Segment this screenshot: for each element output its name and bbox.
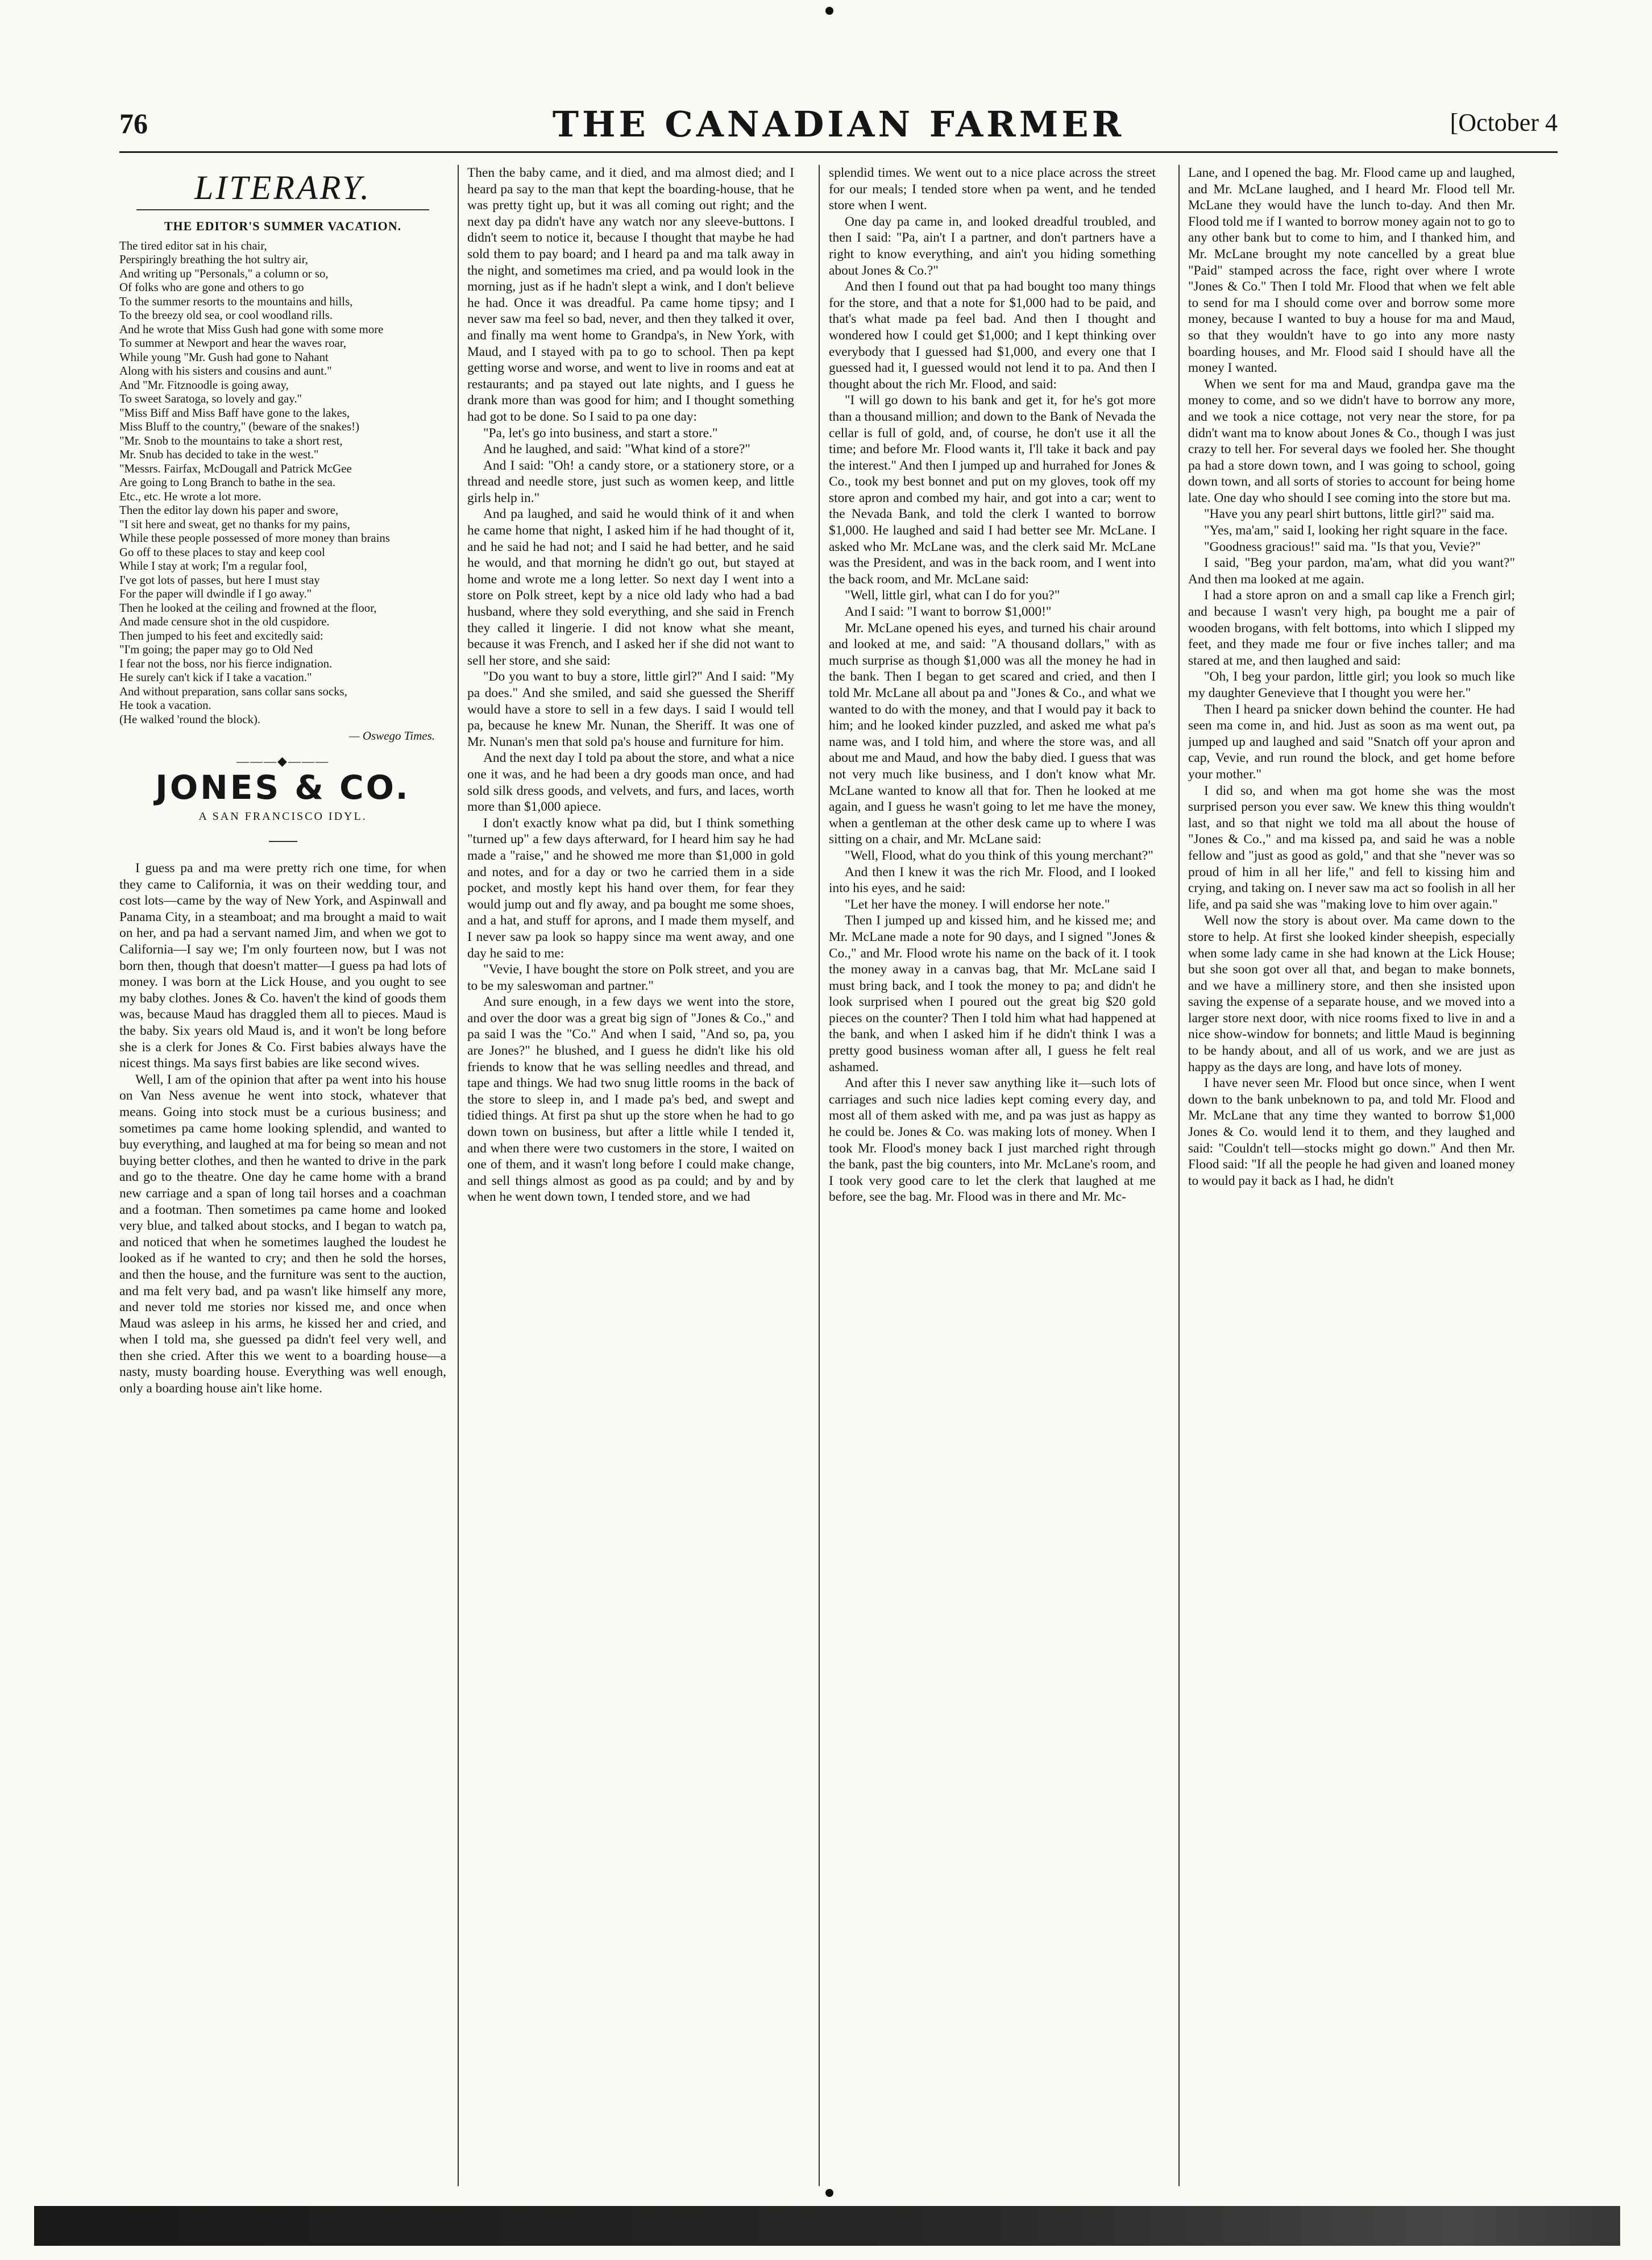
poem-line: And without preparation, sans collar sans socks, (119, 685, 347, 698)
poem-line: "Messrs. Fairfax, McDougall and Patrick McGee (119, 462, 352, 475)
poem-line: "Miss Biff and Miss Baff have gone to the lakes, (119, 406, 350, 420)
story-paragraph: Well now the story is about over. Ma came down to the store to help. At first she looked kinder sheepish, especially when some lady came in she had known at the Lick House; but she soon got over all that, and began to make bonnets, and we have a millinery store, and then she insisted upon saving the expense of a separate house, and we moved into a larger store next door, with nice rooms fixed to live in and a nice show-window for bonnets; and little Maud is beginning to be handy about, and all of us work, and we are just as happy as the days are long, and have lots of money. (1188, 913, 1515, 1075)
story-paragraph: Then the baby came, and it died, and ma almost died; and I heard pa say to the man that kept the boarding-house, that he was pretty tight up, but it was all coming out right; and the next day pa didn't have any watch nor any sleeve-buttons. I didn't seem to notice it, because I thought that maybe he had sold them to pay board; and I heard pa and ma talk away in the night, and sometimes ma cried, and pa would look in the morning, just as if he hadn't slept a wink, and I don't believe he had. Once it was dreadful. Pa came home tipsy; and I never saw ma feel so bad, never, and then they talked it over, and finally ma went home to Grandpa's, in New York, with Maud, and I stayed with pa to go to school. Then pa kept getting worse and worse, and went to live in rooms and eat at restaurants; and pa stayed out late nights, and I guess he drank more than was good for him; and I thought something had got to be done. So I said to pa one day: (467, 165, 794, 424)
poem-line: To summer at Newport and hear the waves roar, (119, 337, 347, 350)
story-paragraph: "Have you any pearl shirt buttons, little girl?" said ma. (1204, 507, 1495, 522)
story-paragraph: "I will go down to his bank and get it, for he's got more than a thousand million; and down to the Bank of Nevada the cellar is full of gold, and, of course, he don't use it all the time; and before Mr. Flood wants it, I'll take it back and pay the interest." And then I jumped up and hurrahed for Jones & Co., took my best bonnet and put on my gloves, took off my store apron and combed my hair, and got into a car; went to the Nevada Bank, and told the clerk I wanted to borrow $1,000. He laughed and said I had better see Mr. McLane. I asked who Mr. McLane was, and the clerk said Mr. McLane was the President, and was in the back room, and I went into the back room, and Mr. McLane said: (829, 393, 1156, 587)
section-heading-literary: LITERARY. (194, 169, 372, 206)
story-paragraph: And he laughed, and said: "What kind of a store?" (483, 442, 750, 457)
story-subtitle: A SAN FRANCISCO IDYL. (198, 810, 367, 823)
story-paragraph: I guess pa and ma were pretty rich one time, for when they came to California, it was on their wedding tour, and cost lots—came by the way of New York, and Aspinwall and Panama City, in a steamboat; and ma brought a maid to wait on her, and pa had a servant named Jim, and when we got to California—I say we; I'm only fourteen now, but I was not born then, though that doesn't matter—I guess pa had lots of money. I was born at the Lick House, and you ought to see my baby clothes. Jones & Co. haven't the kind of goods them was, because Maud has draggled them all to pieces. Maud is the baby. Six years old Maud is, and it won't be long before she is a clerk for Jones & Co. First babies always have the nicest things. Ma says first babies are like second wives. (119, 861, 446, 1071)
story-paragraph: "Vevie, I have bought the store on Polk street, and you are to be my saleswoman and partner." (467, 962, 794, 993)
story-paragraph: "Yes, ma'am," said I, looking her right square in the face. (1204, 523, 1508, 538)
print-mark (825, 7, 833, 15)
story-text-col1 (119, 860, 446, 1397)
poem-line: Mr. Snub has decided to take in the west." (119, 448, 319, 462)
column-4 (1188, 165, 1515, 2189)
story-paragraph: I did so, and when ma got home she was the most surprised person you ever saw. We knew this thing wouldn't last, and so that night we told ma all about the house of "Jones & Co.," and ma kissed pa, and said he was a noble fellow and "just as good as gold," and that she "never was so proud of him in all her life," and fell to kissing him and crying, and taking on. I never saw ma act so foolish in all her life, and pa said she was "making love to him over again." (1188, 783, 1515, 912)
subtitle-rule (119, 830, 446, 847)
story-paragraph: When we sent for ma and Maud, grandpa gave ma the money to come, and so we didn't have to borrow any more, and we took a nice cottage, not very near the store, for pa didn't want ma to know about Jones & Co., though I was just crazy to tell her. For several days we fooled her. She thought pa had a store down town, and I was going to school, going down town, and all sorts of stories to account for being home late. One day who should I see coming into the store but ma. (1188, 376, 1515, 505)
story-paragraph: And pa laughed, and said he would think of it and when he came home that night, I asked him if he had thought of it, and he said he had not; and I said he had better, and he said he would, and that morning he didn't go out, but stayed at home and wrote me a long letter. So next day I went into a store on Polk street, kept by a nice old lady who had a bad husband, where they sold everything, and she said in French they called it lingerie. I did not know what she meant, because it was French, and I asked her if she did not want to sell her store, and she said: (467, 507, 794, 668)
story-paragraph: And then I knew it was the rich Mr. Flood, and I looked into his eyes, and he said: (829, 864, 1156, 896)
story-paragraph: And I said: "Oh! a candy store, or a stationery store, or a thread and needle store, just such as women keep, and little girls help in." (467, 458, 794, 505)
poem-line: And made censure shot in the old cuspidore. (119, 615, 330, 629)
column-divider (819, 165, 820, 2186)
poem-line: And writing up "Personals," a column or so, (119, 267, 329, 280)
column-1 (119, 165, 446, 2189)
story-paragraph: Well, I am of the opinion that after pa went into his house on Van Ness avenue he went into stock, whatever that means. Going into stock must be a curious business; and sometimes pa came home looking splendid, and wanted to buy everything, and laughed at ma for being so mean and not buying better clothes, and then he wanted to drive in the park and go to the theatre. One day he came home with a brand new carriage and a span of long tail horses and a coachman and a footman. Then sometimes pa came home and looked very blue, and talked about stocks, and I began to watch pa, and noticed that when he sometimes laughed the loudest he looked as if he wanted to cry; and then he sold the horses, and then the house, and the furniture was sent to the auction, and ma felt very bad, and pa wasn't like himself any more, and never told me stories nor kissed me, and once when Maud was asleep in his arms, he kissed her and cried, and when I told ma, she guessed pa didn't feel very well, and then she cried. After this we went to a boarding house—a nasty, musty boarding house. Everything was well enough, only a boarding house ain't like home. (119, 1072, 446, 1396)
story-paragraph: And then I found out that pa had bought too many things for the store, and that a note for $1,000 had to be paid, and that's what made pa feel bad. And then I thought and wondered how I could get $1,000; and I kept thinking over everybody that I guessed had $1,000, and every one that I guessed had it, I guessed would not lend it to pa. And then I thought about the rich Mr. Flood, and said: (829, 279, 1156, 392)
column-3 (829, 165, 1156, 2189)
story-paragraph: I had a store apron on and a small cap like a French girl; and because I wasn't very high, pa bought me a pair of wooden brogans, with felt bottoms, into which I slipped my feet, and they made me four or five inches taller; and ma stared at me, and then laughed and said: (1188, 588, 1515, 668)
story-paragraph: "Well, Flood, what do you think of this young merchant?" (845, 848, 1153, 863)
poem-line: Along with his sisters and cousins and aunt." (119, 364, 332, 378)
scan-edge-artifact (34, 2206, 1620, 2246)
poem-line: To sweet Saratoga, so lovely and gay." (119, 392, 302, 406)
poem-line: For the paper will dwindle if I go away." (119, 587, 312, 601)
page-header (119, 103, 1558, 143)
story-paragraph: "Let her have the money. I will endorse her note." (845, 897, 1110, 912)
story-paragraph: Lane, and I opened the bag. Mr. Flood came up and laughed, and Mr. McLane laughed, and I heard Mr. Flood tell Mr. McLane they would have the lunch to-day. And then Mr. Flood told me if I wanted to borrow money again not to go to any other bank but to come to him, and I thanked him, and Mr. McLane brought my note cancelled by a great blue "Paid" stamped across the face, right over where I wrote "Jones & Co." Then I told Mr. Flood that when we felt able to send for ma I should come over and borrow some more money, because I wanted to buy a house for ma and Maud, so that they wouldn't have to go into any more nasty boarding houses, and Mr. Flood said I should have all the money I wanted. (1188, 165, 1515, 376)
poem-line: He surely can't kick if I take a vacation." (119, 671, 312, 685)
poem-line: "I sit here and sweat, get no thanks for my pains, (119, 517, 350, 531)
poem-line: He took a vacation. (119, 699, 211, 712)
header-rule (119, 151, 1558, 153)
story-paragraph: "Pa, let's go into business, and start a store." (483, 425, 718, 441)
poem-line: And "Mr. Fitznoodle is going away, (119, 378, 289, 392)
story-paragraph: Then I heard pa snicker down behind the counter. He had seen ma come in, and hid. Just as soon as ma went out, pa jumped up and laughed and said "Snatch off your apron and cap, Vevie, and run round the block, and get home before your mother." (1188, 702, 1515, 782)
issue-date: [October 4 (1450, 109, 1558, 136)
story-paragraph: "Do you want to buy a store, little girl?" And I said: "My pa does." And she smiled, and said she guessed the Sheriff would have a store to sell in a few days. I said I would tell pa, because he knew Mr. Nunan, the Sheriff. It was one of Mr. Nunan's men that sold pa's house and furniture for him. (467, 669, 794, 749)
story-paragraph: "Oh, I beg your pardon, little girl; you look so much like my daughter Genevieve that I thought you were her." (1188, 669, 1515, 700)
story-paragraph: I don't exactly know what pa did, but I think something "turned up" a few days afterward, for I heard him say he had made a "raise," and he showed me more than $1,000 in gold and notes, and for a day or two he carried them in a side pocket, and mostly kept his hand over them, for fear they would jump out and fly away, and pa bought me some shoes, and a hat, and stuff for aprons, and I made them myself, and I never saw pa look so happy since ma went away, and one day he said to me: (467, 815, 794, 961)
column-divider (458, 165, 459, 2186)
story-paragraph: splendid times. We went out to a nice place across the street for our meals; I tended store when pa went, and he tended store when I went. (829, 165, 1156, 213)
poem-line: I've got lots of passes, but here I must stay (119, 573, 320, 587)
poem-source: — Oswego Times. (348, 729, 435, 743)
poem-line: Then jumped to his feet and excitedly said: (119, 629, 323, 642)
poem-line: To the breezy old sea, or cool woodland rills. (119, 309, 333, 322)
page-number: 76 (119, 107, 148, 139)
poem-line: And he wrote that Miss Gush had gone with some more (119, 322, 384, 336)
story-paragraph: Then I jumped up and kissed him, and he kissed me; and Mr. McLane made a note for 90 days, and I signed "Jones & Co.," and Mr. Flood wrote his name on the back of it. I took the money away in a canvas bag, that Mr. McLane said I must bring back, and I took the money to pa; and didn't he look surprised when I poured out the great big $20 gold pieces on the counter? Then I told him what had happened at the bank, and when I asked him if he didn't think I was a pretty good business woman after all, I guess he felt real ashamed. (829, 913, 1156, 1075)
print-mark (825, 2189, 833, 2197)
poem-line: "I'm going; the paper may go to Old Ned (119, 643, 313, 657)
poem-line: While I stay at work; I'm a regular fool, (119, 559, 308, 573)
poem-line: Then the editor lay down his paper and swore, (119, 504, 339, 517)
heading-rule (136, 209, 429, 210)
poem-line: Go off to these places to stay and keep cool (119, 545, 325, 559)
story-paragraph: And sure enough, in a few days we went into the store, and over the door was a great big sign of "Jones & Co.," and pa said I was the "Co." And when I said, "And so, pa, you are Jones?" he blushed, and I guess he didn't like his old friends to know that he was selling needles and thread, and tape and things. We had two snug little rooms in the back of the store to sleep in, and I made pa's bed, and swept and tidied things. At first pa shut up the store when he had to go down town on business, but after a little while I tended it, and when there were two customers in the store, I waited on one of them, and it wasn't long before I could make change, and sell things almost as good as pa could; and by and by when he went down town, I tended store, and we had (467, 994, 794, 1205)
story-paragraph: I said, "Beg your pardon, ma'am, what did you want?" And then ma looked at me again. (1188, 555, 1515, 587)
column-divider (1178, 165, 1180, 2186)
poem-line: Perspiringly breathing the hot sultry air, (119, 253, 308, 267)
poem-line: Miss Bluff to the country," (beware of the snakes!) (119, 420, 360, 434)
story-paragraph: One day pa came in, and looked dreadful troubled, and then I said: "Pa, ain't I a partner, and don't partners have a right to know everything, and ain't you hiding something about Jones & Co.?" (829, 214, 1156, 278)
story-paragraph: I have never seen Mr. Flood but once since, when I went down to the bank unbeknown to pa, and told Mr. Flood and Mr. McLane that any time they wanted to borrow $1,000 Jones & Co. would lend it to them, and they laughed and said: "Couldn't tell—stocks might go down." And then Mr. Flood said: "If all the people he had given and loaned money to would pay it back as I had, he didn't (1188, 1076, 1515, 1188)
story-paragraph: And the next day I told pa about the store, and what a nice one it was, and he had been a dry goods man once, and had sold silk dress goods, and velvets, and furs, and laces, worth more than $1,000 apiece. (467, 750, 794, 815)
poem-line: Then he looked at the ceiling and frowned at the floor, (119, 601, 377, 615)
poem-title: THE EDITOR'S SUMMER VACATION. (164, 219, 402, 233)
story-paragraph: "Well, little girl, what can I do for you?" (845, 588, 1060, 603)
masthead-title: THE CANADIAN FARMER (552, 103, 1125, 145)
column-2 (467, 165, 794, 2189)
story-paragraph: And after this I never saw anything like it—such lots of carriages and such nice ladies kept coming every day, and most all of them asked with me, and pa was just as happy as he could be. Jones & Co. was making lots of money. When I took Mr. Flood's money back I just marched right through the bank, past the big counters, into Mr. McLane's room, and I took very good care to let the clerk that laughed at me before, see the bag. Mr. Flood was in there and Mr. Mc- (829, 1076, 1156, 1205)
section-separator: ———◆——— (236, 753, 329, 768)
poem-body (119, 239, 446, 727)
story-paragraph: "Goodness gracious!" said ma. "Is that you, Vevie?" (1204, 539, 1481, 554)
poem-line: Are going to Long Branch to bathe in the sea. (119, 476, 336, 490)
poem-line: The tired editor sat in his chair, (119, 239, 267, 252)
poem-line: I fear not the boss, nor his fierce indignation. (119, 657, 333, 670)
story-paragraph: And I said: "I want to borrow $1,000!" (845, 604, 1052, 620)
poem-line: While these people possessed of more money than brains (119, 532, 390, 545)
story-paragraph: Mr. McLane opened his eyes, and turned his chair around and looked at me, and said: "A thousand dollars," with as much surprise as though $1,000 was all the money he had in the bank. Then I began to get scared and cried, and then I told Mr. McLane all about pa and "Jones & Co., and what we wanted to do with the money, and that I would pay it back to him; and he looked kinder puzzled, and asked me what pa's name was, and I told him, and where the store was, and all about me and Maud, and how the baby died. I guess that was not very much like business, and I don't know what Mr. McLane wanted to know all that for. Then he looked at me again, and I guess he wasn't going to let me have the money, when a gentleman at the other desk came up to where I was sitting on a chair, and Mr. McLane said: (829, 620, 1156, 847)
poem-line: To the summer resorts to the mountains and hills, (119, 295, 353, 308)
poem-line: While young "Mr. Gush had gone to Nahant (119, 350, 329, 364)
poem-line: Etc., etc. He wrote a lot more. (119, 490, 262, 503)
poem-line: "Mr. Snob to the mountains to take a short rest, (119, 434, 343, 447)
poem-line: Of folks who are gone and others to go (119, 281, 304, 295)
story-title: JONES & CO. (155, 768, 410, 807)
poem-line: (He walked 'round the block). (119, 712, 261, 726)
